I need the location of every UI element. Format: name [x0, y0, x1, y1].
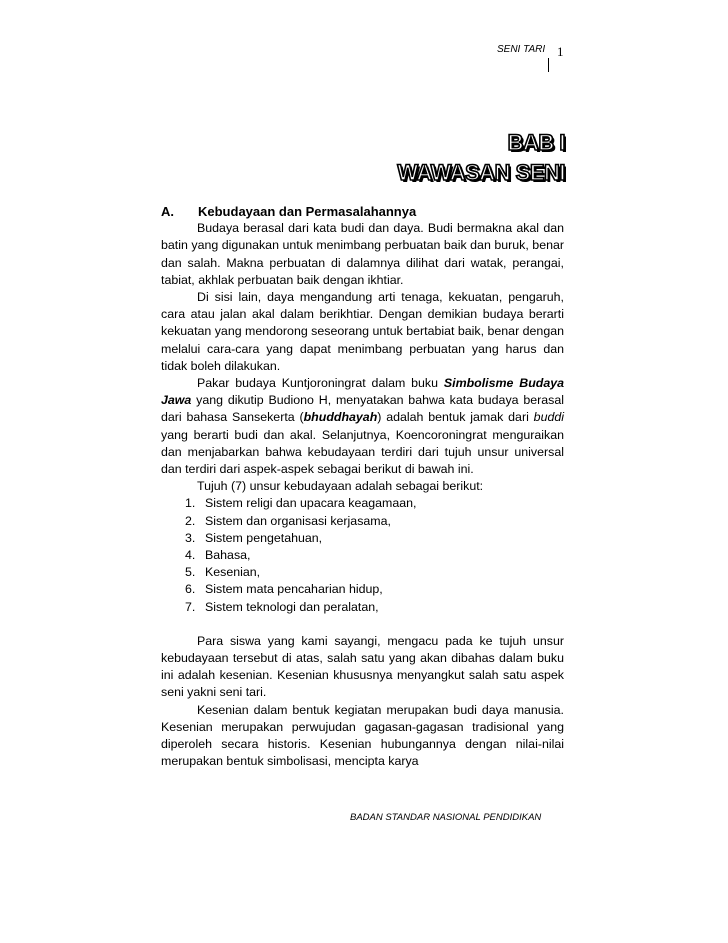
body-content: [161, 203, 564, 771]
list-item-number: 5.: [185, 565, 196, 580]
paragraph-kuntjoroningrat: [161, 375, 564, 478]
list-item-text: Kesenian,: [205, 565, 261, 580]
paragraph-budaya-definition: Budaya berasal dari kata budi dan daya. Budi bermakna akal dan batin yang digunakan untuk menimbang perbuatan baik dan buruk, benar dan salah. Makna perbuatan di dalamnya dilihat dari watak, perangai, tabiat, akhlak perbuatan baik dengan ikhtiar.: [161, 221, 564, 287]
chapter-title: WAWASAN SENI: [397, 160, 565, 185]
list-item: [161, 581, 564, 598]
list-item-text: Sistem religi dan upacara keagamaan,: [205, 496, 417, 511]
text-run: Pakar budaya Kuntjoroningrat dalam buku: [197, 376, 444, 391]
list-item-text: Sistem pengetahuan,: [205, 530, 323, 545]
sanskrit-term: bhuddhayah: [303, 410, 378, 425]
paragraph-students: Para siswa yang kami sayangi, mengacu pada ke tujuh unsur kebudayaan tersebut di atas, salah satu yang akan dibahas dalam buku ini adalah kesenian. Kesenian khususnya menyangkut salah satu aspek seni yakni seni tari.: [161, 633, 564, 700]
list-item-number: 6.: [185, 582, 196, 597]
culture-elements-list: [161, 495, 564, 615]
list-item-number: 1.: [185, 496, 196, 511]
list-item-number: 7.: [185, 599, 196, 614]
chapter-label: BAB I: [507, 130, 565, 155]
paragraph-list-intro: Tujuh (7) unsur kebudayaan adalah sebagai berikut:: [197, 479, 484, 494]
section-title: Kebudayaan dan Permasalahannya: [198, 204, 417, 219]
list-item: [161, 547, 564, 564]
footer-publisher: BADAN STANDAR NASIONAL PENDIDIKAN: [350, 812, 542, 823]
page-number: 1: [557, 44, 564, 59]
list-item: [161, 495, 564, 512]
list-item-number: 3.: [185, 530, 196, 545]
list-item: [161, 564, 564, 581]
section-letter: A.: [161, 204, 174, 219]
text-run: yang berarti budi dan akal. Selanjutnya, Koencoroningrat menguraikan dan menjabarkan bahwa kebudayaan terdiri dari tujuh unsur universal dan terdiri dari aspek-aspek sebagai berikut di bawah ini.: [161, 427, 564, 477]
list-item-text: Bahasa,: [205, 548, 251, 563]
list-item-text: Sistem teknologi dan peralatan,: [205, 599, 379, 614]
list-item: [161, 530, 564, 547]
spacer: [161, 616, 564, 633]
text-run: ) adalah bentuk jamak dari: [377, 410, 534, 425]
list-item-text: Sistem mata pencaharian hidup,: [205, 582, 383, 597]
running-header-title: SENI TARI: [497, 44, 546, 55]
paragraph-kesenian: Kesenian dalam bentuk kegiatan merupakan budi daya manusia. Kesenian merupakan perwujudan gagasan-gagasan tradisional yang diperoleh secara historis. Kesenian hubungannya dengan nilai-nilai merupakan bentuk simbolisasi, mencipta karya: [161, 702, 564, 769]
header-divider: [548, 58, 549, 72]
list-item: [161, 599, 564, 616]
italic-term: buddi: [533, 410, 564, 425]
list-item-number: 4.: [185, 548, 196, 563]
paragraph-daya-definition: Di sisi lain, daya mengandung arti tenaga, kekuatan, pengaruh, cara atau jalan akal dalam berikhtiar. Dengan demikian budaya berarti kekuatan yang mendorong seseorang untuk bertabiat baik, benar dengan melalui cara-cara yang dapat menimbang perbuatan yang harus dan tidak boleh dilakukan.: [161, 290, 564, 373]
section-heading: [161, 203, 564, 220]
text-run: yang dikutip Budiono H, menyatakan bahwa kata budaya berasal dari bahasa Sansekerta (: [161, 393, 564, 425]
chapter-heading: [397, 128, 565, 188]
list-item: [161, 513, 564, 530]
list-item-number: 2.: [185, 513, 196, 528]
list-item-text: Sistem dan organisasi kerjasama,: [205, 513, 391, 528]
book-title: Simbolisme Budaya Jawa: [161, 376, 565, 408]
